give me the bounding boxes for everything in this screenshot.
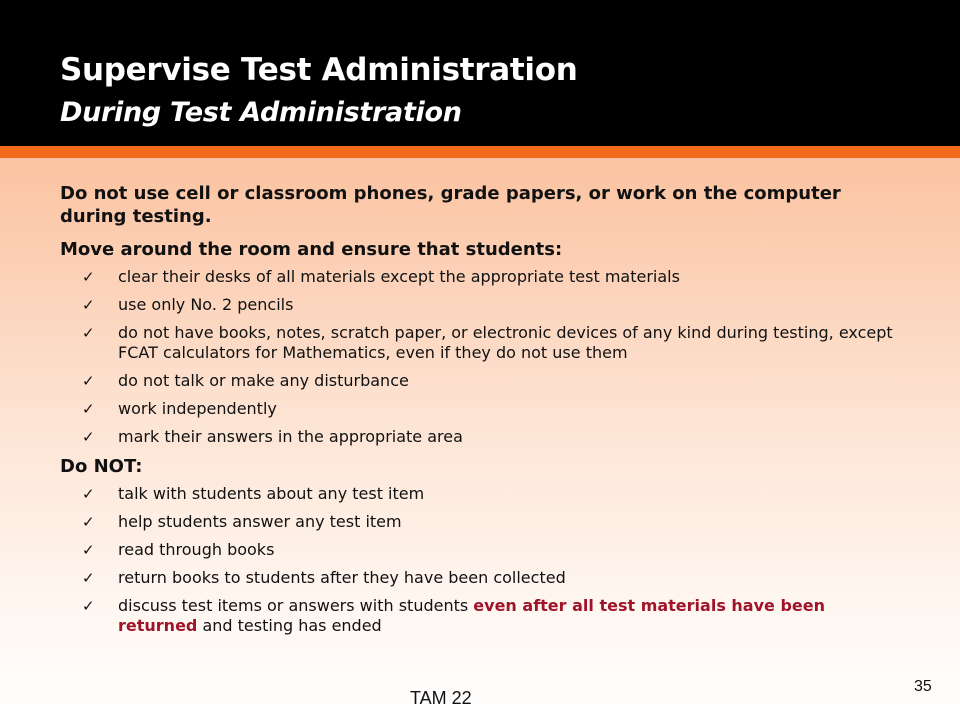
checkmark-icon: ✓ — [82, 541, 95, 559]
list-item — [60, 596, 900, 636]
list-item-text: clear their desks of all materials except the appropriate test materials — [118, 267, 680, 286]
ensure-list — [60, 267, 900, 447]
checkmark-icon: ✓ — [82, 372, 95, 390]
footer-label: TAM 22 — [410, 688, 472, 708]
page-number: 35 — [914, 678, 932, 695]
list-item — [60, 484, 900, 504]
list-item-text: use only No. 2 pencils — [118, 295, 294, 314]
checkmark-icon: ✓ — [82, 428, 95, 446]
checkmark-icon: ✓ — [82, 296, 95, 314]
list-item-text — [118, 596, 825, 635]
list-item-text: do not have books, notes, scratch paper, or electronic devices of any kind during testing, except FCAT calculators for Mathematics, even if they do not use them — [118, 323, 893, 362]
slide-subtitle: During Test Administration — [60, 97, 462, 128]
checkmark-icon: ✓ — [82, 513, 95, 531]
list-item-text: work independently — [118, 399, 277, 418]
accent-bar — [0, 146, 960, 158]
list-item-text: do not talk or make any disturbance — [118, 371, 409, 390]
list-item-text: return books to students after they have been collected — [118, 568, 566, 587]
slide-body — [60, 182, 900, 644]
checkmark-icon: ✓ — [82, 597, 95, 615]
do-not-list — [60, 484, 900, 636]
list-item-text-before: discuss test items or answers with students — [118, 596, 474, 615]
slide-header — [0, 0, 960, 146]
checkmark-icon: ✓ — [82, 268, 95, 286]
do-not-heading: Do NOT: — [60, 456, 143, 477]
list-item — [60, 399, 900, 419]
list-item — [60, 568, 900, 588]
list-item-text: read through books — [118, 540, 275, 559]
list-item — [60, 540, 900, 560]
list-item — [60, 371, 900, 391]
list-item — [60, 323, 900, 363]
lead-paragraph: Do not use cell or classroom phones, grade papers, or work on the computer during testing. — [60, 183, 841, 227]
checkmark-icon: ✓ — [82, 485, 95, 503]
checkmark-icon: ✓ — [82, 324, 95, 342]
highlighted-text: even after all test materials have been returned — [118, 596, 825, 635]
list-item-text-after: and testing has ended — [197, 616, 382, 635]
list-item-text: help students answer any test item — [118, 512, 402, 531]
list-item — [60, 267, 900, 287]
list-item-text: talk with students about any test item — [118, 484, 425, 503]
checkmark-icon: ✓ — [82, 400, 95, 418]
list-item-text: mark their answers in the appropriate area — [118, 427, 463, 446]
slide-title: Supervise Test Administration — [60, 52, 578, 88]
list-item — [60, 427, 900, 447]
checkmark-icon: ✓ — [82, 569, 95, 587]
list-item — [60, 295, 900, 315]
ensure-heading: Move around the room and ensure that students: — [60, 239, 563, 260]
list-item — [60, 512, 900, 532]
